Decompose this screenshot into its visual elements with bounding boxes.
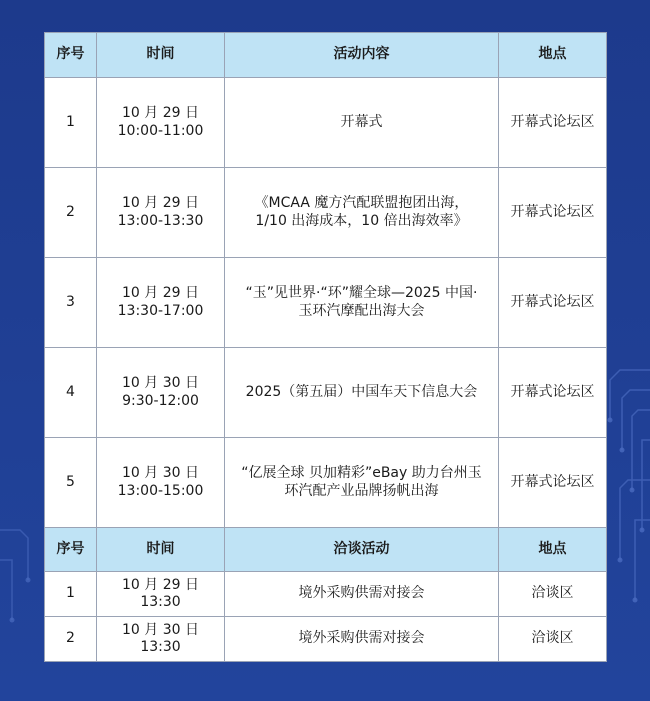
row-location: 洽谈区: [499, 572, 607, 617]
header-number: 序号: [45, 528, 97, 572]
row-date: 10 月 30 日: [122, 375, 199, 391]
activity-line: 玉环汽摩配出海大会: [298, 302, 425, 319]
header-negotiation-activity: 洽谈活动: [225, 528, 499, 572]
row-time-range: 13:00-15:00: [117, 482, 204, 499]
header-location: 地点: [499, 33, 607, 78]
row-activity: [225, 348, 499, 438]
row-time: [97, 258, 225, 348]
row-location: 开幕式论坛区: [499, 258, 607, 348]
row-time: [97, 78, 225, 168]
header-time: 时间: [97, 528, 225, 572]
row-activity: 境外采购供需对接会: [225, 572, 499, 617]
row-time: [97, 168, 225, 258]
table-row: [45, 438, 607, 528]
main-header-row: [45, 33, 607, 78]
row-activity: [225, 258, 499, 348]
row-number: 1: [45, 572, 97, 617]
row-location: 开幕式论坛区: [499, 168, 607, 258]
row-date: 10 月 29 日: [122, 285, 199, 301]
row-location: 开幕式论坛区: [499, 438, 607, 528]
row-time-range: 10:00-11:00: [117, 122, 204, 139]
row-time: [97, 438, 225, 528]
activity-line: 开幕式: [340, 113, 383, 130]
row-number: 4: [45, 348, 97, 438]
row-date: 10 月 30 日: [122, 465, 199, 481]
row-activity: [225, 438, 499, 528]
row-activity: 境外采购供需对接会: [225, 617, 499, 662]
activity-line: 2025（第五届）中国车天下信息大会: [245, 383, 478, 400]
header-number: 序号: [45, 33, 97, 78]
table-row: [45, 78, 607, 168]
header-activity: 活动内容: [225, 33, 499, 78]
row-number: 5: [45, 438, 97, 528]
circuit-decoration-left: [0, 520, 45, 650]
table-row: [45, 617, 607, 662]
row-number: 2: [45, 168, 97, 258]
header-location: 地点: [499, 528, 607, 572]
row-date: 10 月 29 日: [122, 105, 199, 121]
header-time: 时间: [97, 33, 225, 78]
row-number: 3: [45, 258, 97, 348]
activity-line: 1/10 出海成本，10 倍出海效率》: [255, 212, 468, 229]
row-number: 1: [45, 78, 97, 168]
row-time-range: 13:00-13:30: [117, 212, 204, 229]
row-activity: [225, 168, 499, 258]
row-activity: [225, 78, 499, 168]
row-location: 洽谈区: [499, 617, 607, 662]
activity-line: 环汽配产业品牌扬帆出海: [284, 482, 439, 499]
table-row: [45, 168, 607, 258]
row-time: [97, 348, 225, 438]
activity-line: “亿展全球 贝加精彩”eBay 助力台州玉: [241, 465, 482, 481]
sub-header-row: [45, 528, 607, 572]
row-time: 10 月 29 日 13:30: [97, 572, 225, 617]
row-time-range: 13:30-17:00: [117, 302, 204, 319]
row-date: 10 月 29 日: [122, 195, 199, 211]
row-location: 开幕式论坛区: [499, 78, 607, 168]
row-time-range: 9:30-12:00: [122, 392, 199, 409]
row-number: 2: [45, 617, 97, 662]
row-location: 开幕式论坛区: [499, 348, 607, 438]
table-row: [45, 258, 607, 348]
activity-line: “玉”见世界·“环”耀全球—2025 中国·: [245, 285, 478, 301]
schedule-table: [44, 32, 607, 662]
table-row: [45, 572, 607, 617]
row-time: 10 月 30 日 13:30: [97, 617, 225, 662]
table-row: [45, 348, 607, 438]
activity-line: 《MCAA 魔方汽配联盟抱团出海，: [254, 195, 469, 211]
